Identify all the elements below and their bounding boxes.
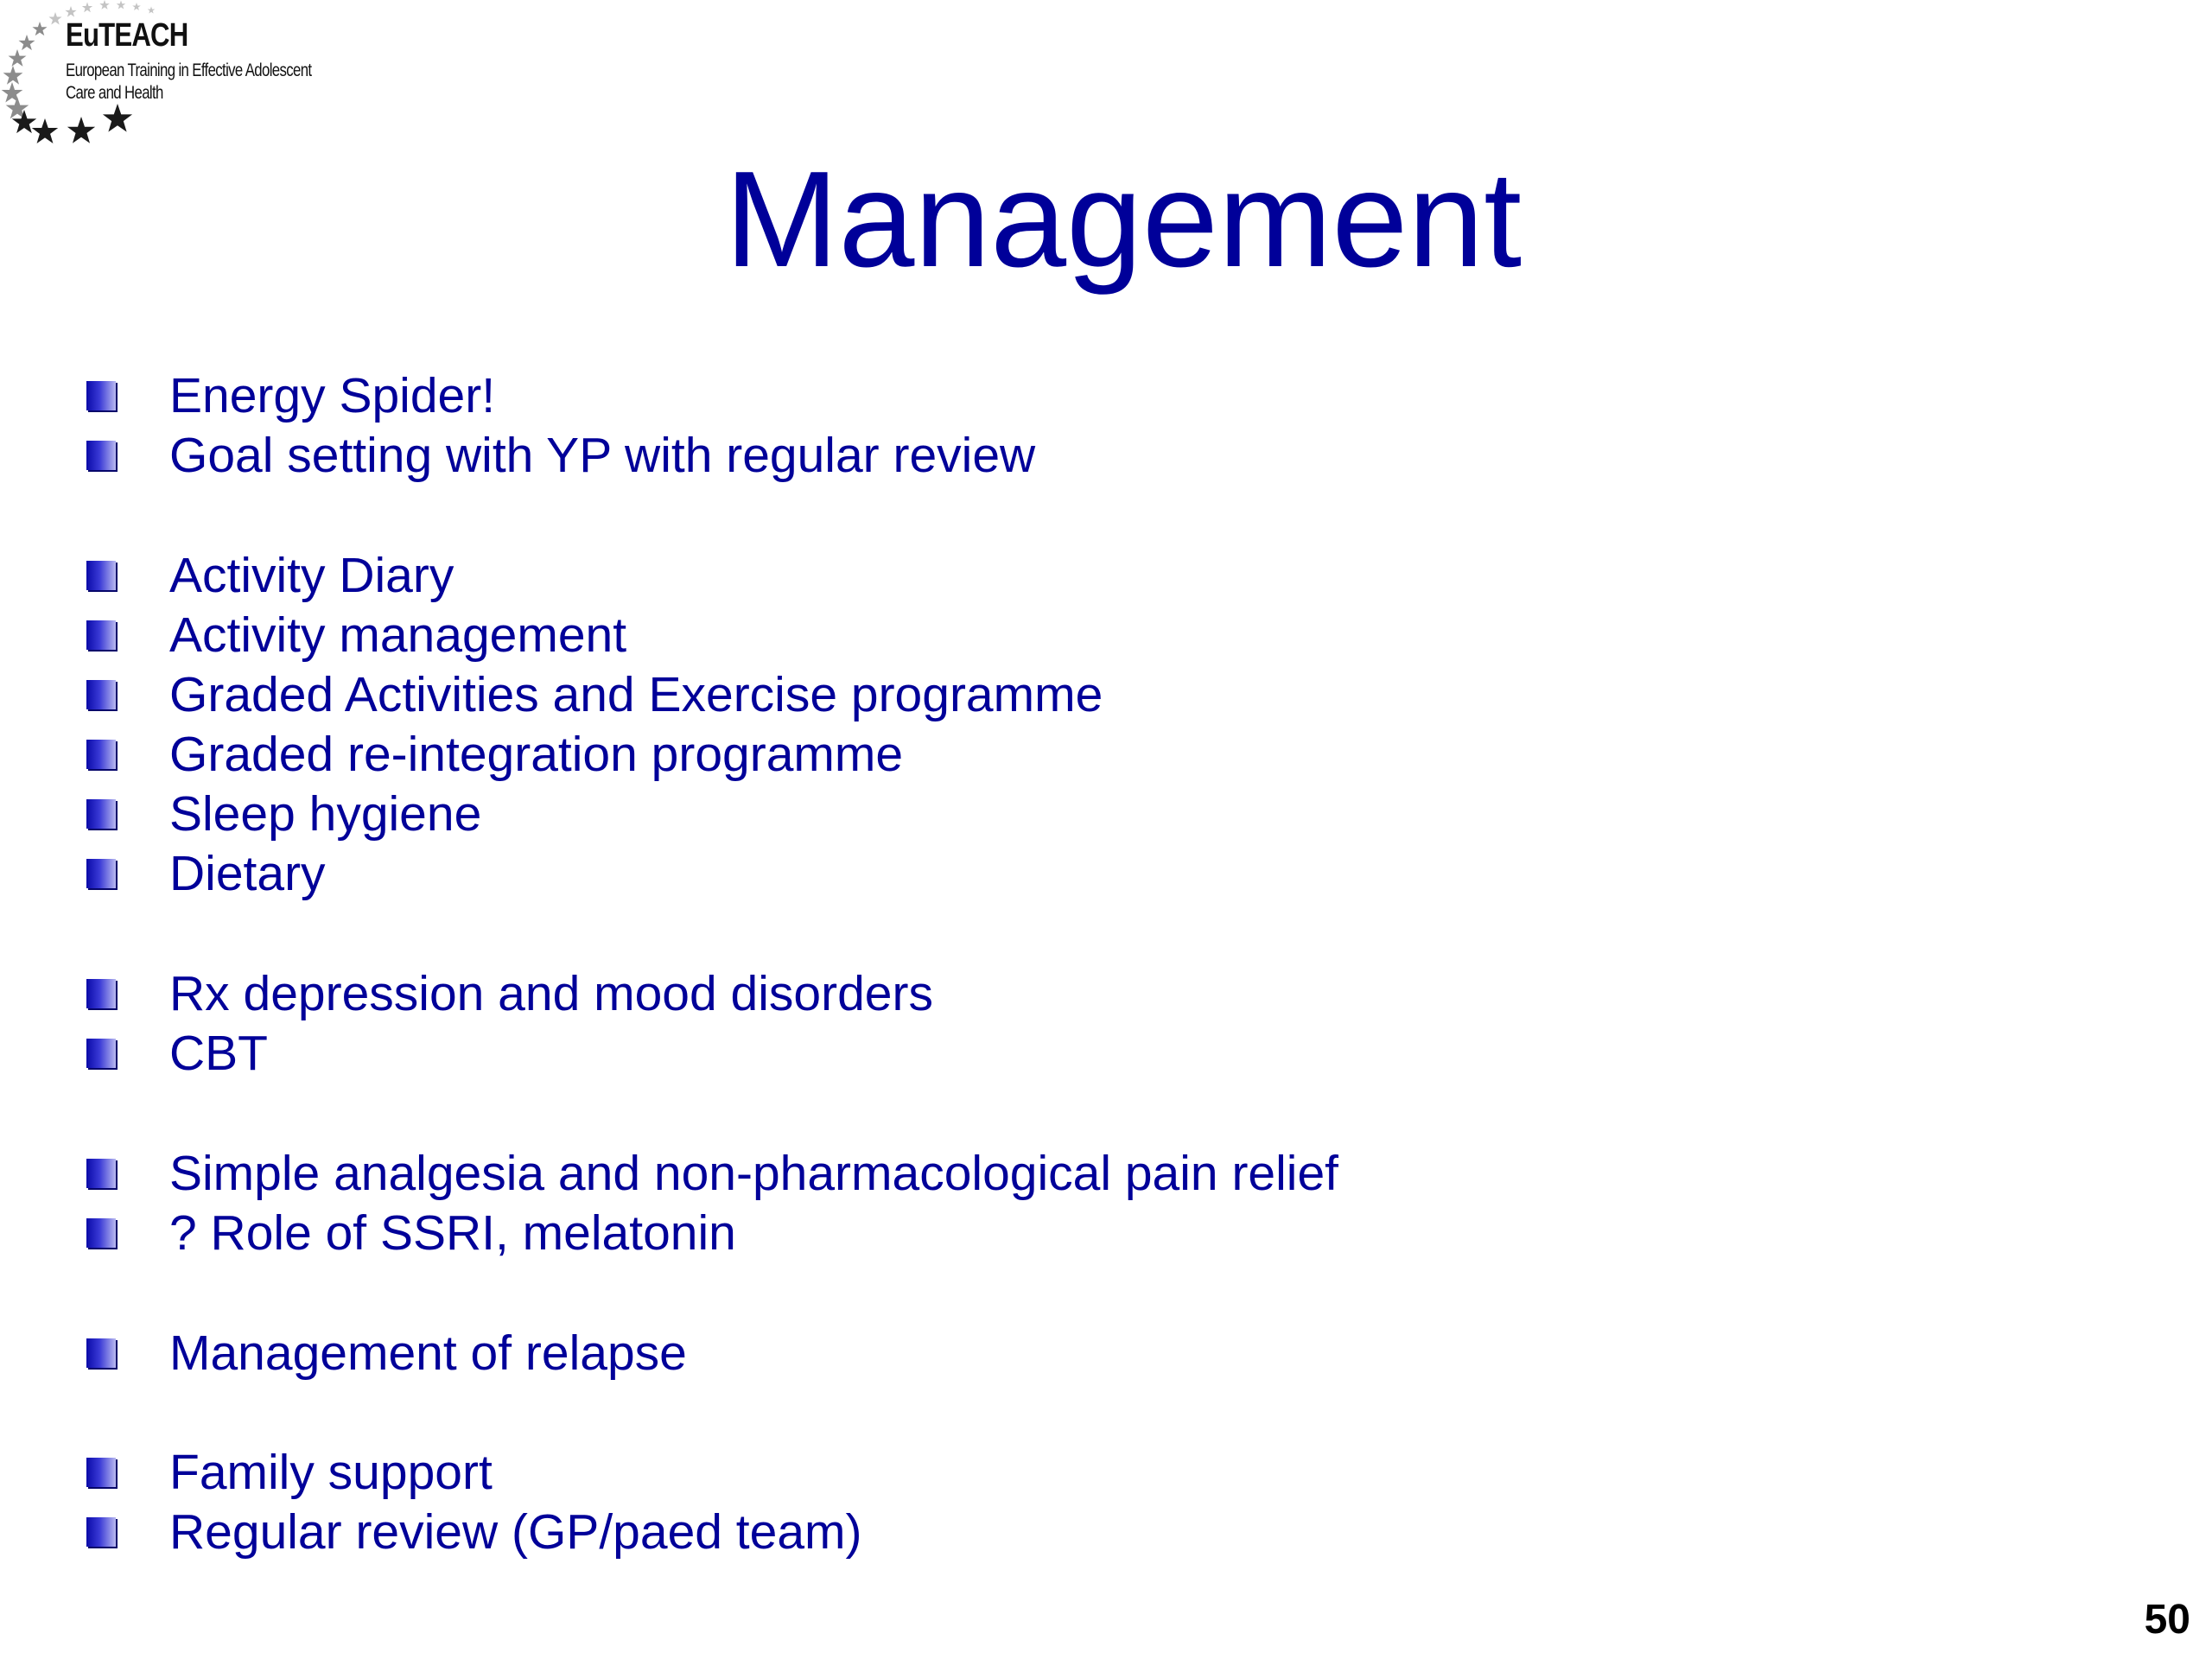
square-bullet-icon: [86, 441, 116, 470]
bullet-text: Rx depression and mood disorders: [169, 966, 933, 1021]
bullet-text: Goal setting with YP with regular review: [169, 428, 1036, 483]
page-number: 50: [2144, 1597, 2190, 1643]
logo-subtitle-line2: Care and Health: [66, 83, 163, 103]
square-bullet-icon: [86, 680, 116, 709]
bullet-text: Regular review (GP/paed team): [169, 1504, 862, 1560]
bullet-text: Dietary: [169, 846, 326, 901]
bullet-text: Activity management: [169, 607, 627, 663]
square-bullet-icon: [86, 1458, 116, 1487]
bullet-text: Graded re-integration programme: [169, 727, 904, 782]
bullet-text: Family support: [169, 1445, 493, 1500]
bullet-item: [86, 1442, 493, 1503]
square-bullet-icon: [86, 799, 116, 829]
bullet-text: Sleep hygiene: [169, 786, 482, 842]
bullet-item: [86, 1143, 1338, 1204]
bullet-item: [86, 784, 481, 844]
bullet-text: Graded Activities and Exercise programme: [169, 667, 1103, 722]
square-bullet-icon: [86, 859, 116, 888]
bullet-item: [86, 664, 1103, 725]
square-bullet-icon: [86, 1517, 116, 1547]
bullet-text: Activity Diary: [169, 548, 454, 603]
bullet-item: [86, 1203, 736, 1263]
square-bullet-icon: [86, 620, 116, 650]
square-bullet-icon: [86, 979, 116, 1008]
bullet-item: [86, 843, 326, 904]
bullet-text: Management of relapse: [169, 1325, 687, 1381]
bullet-item: [86, 545, 454, 606]
bullet-item: [86, 963, 933, 1024]
bullet-item: [86, 605, 626, 665]
bullet-text: CBT: [169, 1026, 268, 1081]
square-bullet-icon: [86, 1159, 116, 1188]
bullet-text: Simple analgesia and non-pharmacological pain relief: [169, 1146, 1338, 1201]
logo-subtitle-line1: European Training in Effective Adolescent: [66, 60, 312, 80]
square-bullet-icon: [86, 381, 116, 410]
logo-name: EuTEACH: [66, 17, 188, 54]
bullet-item: [86, 1502, 862, 1562]
square-bullet-icon: [86, 1039, 116, 1068]
square-bullet-icon: [86, 561, 116, 590]
bullet-text: Energy Spider!: [169, 368, 496, 423]
square-bullet-icon: [86, 1338, 116, 1368]
bullet-item: [86, 724, 903, 785]
square-bullet-icon: [86, 740, 116, 769]
square-bullet-icon: [86, 1218, 116, 1248]
bullet-item: [86, 1023, 268, 1084]
bullet-item: [86, 365, 495, 426]
bullet-item: [86, 1323, 687, 1383]
bullet-item: [86, 425, 1035, 486]
slide-title: Management: [724, 143, 1522, 296]
bullet-text: ? Role of SSRI, melatonin: [169, 1205, 736, 1261]
